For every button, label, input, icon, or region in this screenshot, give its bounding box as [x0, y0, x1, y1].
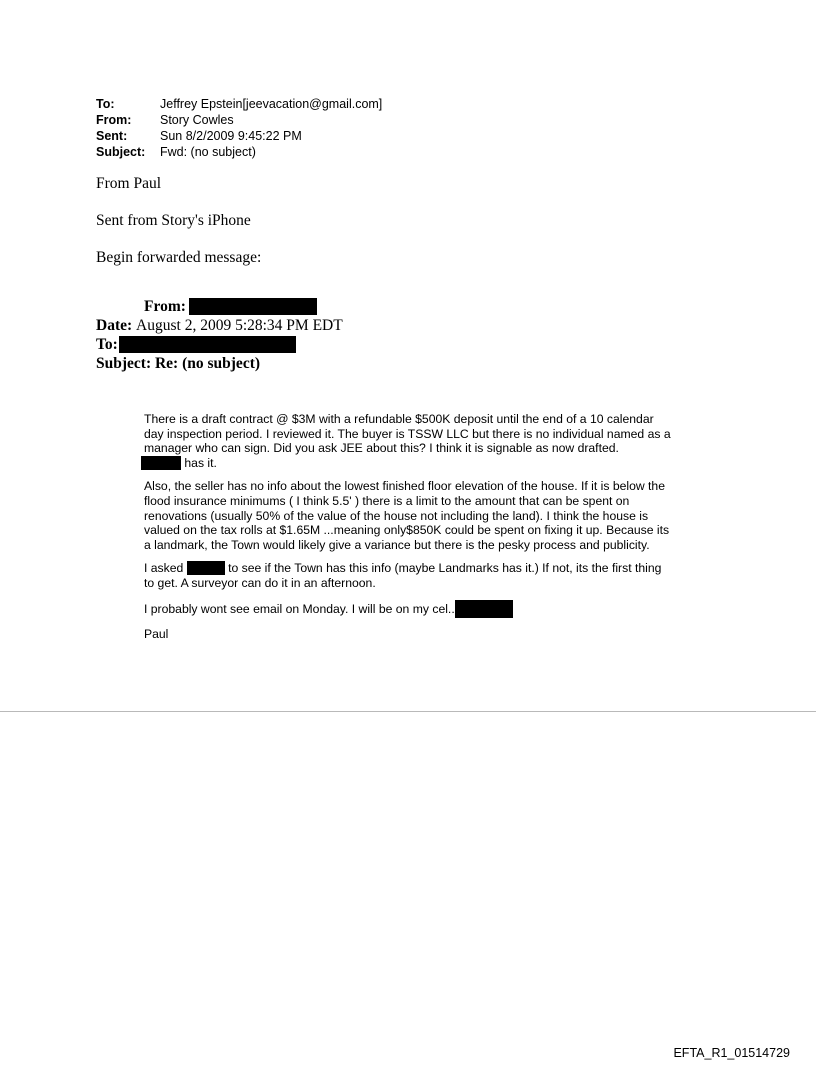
paragraph-asked-start: I asked [144, 561, 184, 576]
subject-value: Fwd: (no subject) [160, 145, 256, 159]
sent-value: Sun 8/2/2009 9:45:22 PM [160, 129, 302, 143]
sent-label: Sent: [96, 129, 128, 143]
paragraph-contract [144, 412, 674, 470]
paragraph-asked [144, 561, 674, 590]
redaction-block [189, 298, 317, 315]
to-label: To: [96, 97, 115, 111]
fwd-date-label: Date: [96, 317, 133, 334]
to-value: Jeffrey Epstein[jeevacation@gmail.com] [160, 97, 383, 111]
redaction-block [187, 561, 225, 575]
subject-label: Subject: [96, 145, 146, 159]
fwd-subject-value: Re: (no subject) [154, 355, 261, 372]
paragraph-flood: Also, the seller has no info about the lowest finished floor elevation of the house. If it is below the flood insurance minimums ( I think 5.5' ) there is a limit to the amount that can be spent on renovations (usually 50% of the value of the house not including the land). I think the house is valued on the tax rolls at $1.65M ...meaning only$850K could be spent on fixing it up. Because its a landmark, the Town would likely give a variance but there is the pesky process and publicity. [144, 479, 670, 552]
signature: Paul [144, 626, 169, 641]
paragraph-cel-text: I probably wont see email on Monday. I will be on my cel.. [144, 601, 455, 616]
paragraph-contract-text: There is a draft contract @ $3M with a refundable $500K deposit until the end of a 10 calendar day inspection period. I reviewed it. The buyer is TSSW LLC but there is no individual named as a manager who can sign. Did you ask JEE about this? I think it is signable as now drafted. [144, 412, 671, 456]
redaction-block [455, 600, 513, 618]
from-value: Story Cowles [160, 113, 234, 127]
to-row [96, 96, 382, 112]
fwd-date-value: August 2, 2009 5:28:34 PM EDT [136, 317, 343, 334]
redaction-block [141, 456, 181, 470]
paragraph-asked-rest: to see if the Town has this info (maybe Landmarks has it.) If not, its the first thing to get. A surveyor can do it in an afternoon. [144, 561, 662, 590]
redaction-block [119, 336, 296, 353]
sent-row [96, 128, 382, 144]
from-label: From: [96, 113, 132, 127]
page-divider [0, 711, 816, 712]
forwarded-header [96, 297, 343, 373]
fwd-from-row [96, 297, 343, 316]
fwd-to-row [96, 335, 343, 354]
subject-row [96, 144, 382, 160]
paragraph-contract-tail: has it. [184, 455, 217, 470]
document-id: EFTA_R1_01514729 [673, 1046, 790, 1060]
fwd-to-label: To: [96, 336, 118, 353]
sent-from-line: Sent from Story's iPhone [96, 212, 251, 229]
paragraph-cel [144, 600, 674, 618]
begin-forwarded-line: Begin forwarded message: [96, 249, 262, 266]
from-row [96, 112, 382, 128]
email-header [96, 96, 382, 160]
fwd-subject-label: Subject: [96, 355, 152, 372]
fwd-date-row [96, 316, 343, 335]
message-body [144, 412, 674, 650]
fwd-from-label: From: [144, 298, 186, 315]
fwd-subject-row [96, 354, 343, 373]
from-paul-line: From Paul [96, 175, 162, 192]
